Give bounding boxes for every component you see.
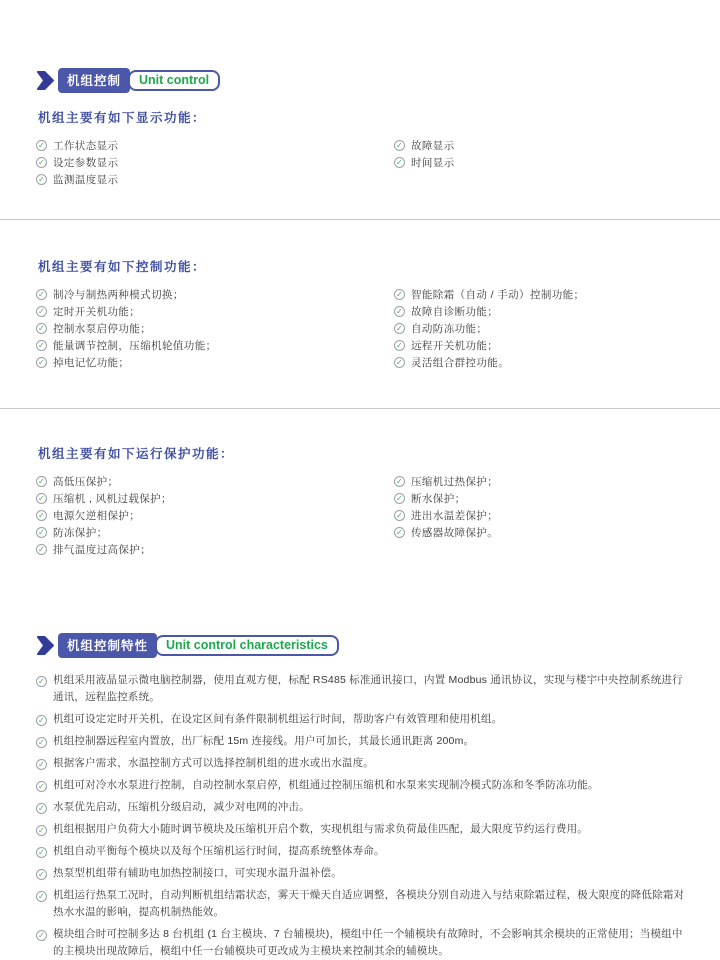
check-icon: [36, 930, 47, 941]
list-item: [36, 337, 394, 354]
paragraph-text: 热泵型机组带有辅助电加热控制接口，可实现水温升温补偿。: [53, 867, 342, 879]
item-label: 远程开关机功能；: [411, 340, 499, 352]
badge-title-en: Unit control: [128, 70, 220, 91]
bullet-paragraph: [36, 755, 686, 772]
section-badge-characteristics: [36, 635, 686, 656]
paragraph-text: 机组可设定定时开关机，在设定区间有条件限制机组运行时间，帮助客户有效管理和使用机组。: [53, 713, 503, 725]
item-label: 压缩机过热保护；: [411, 476, 499, 488]
list-item: [36, 286, 394, 303]
check-icon: [36, 289, 47, 300]
item-label: 电源欠逆相保护；: [53, 510, 141, 522]
item-label: 排气温度过高保护；: [53, 544, 152, 556]
item-label: 工作状态显示: [53, 140, 119, 152]
item-label: 高低压保护；: [53, 476, 119, 488]
list-item: [36, 541, 394, 558]
characteristics-list: [36, 672, 686, 960]
bullet-paragraph: [36, 777, 686, 794]
item-label: 监测温度显示: [53, 174, 119, 186]
check-icon: [36, 323, 47, 334]
check-icon: [36, 715, 47, 726]
list-item: [394, 320, 686, 337]
item-label: 灵活组合群控功能。: [411, 357, 510, 369]
item-label: 压缩机 , 风机过载保护；: [53, 493, 172, 505]
item-label: 防冻保护；: [53, 527, 108, 539]
item-label: 自动防冻功能；: [411, 323, 488, 335]
bullet-paragraph: [36, 799, 686, 816]
check-icon: [36, 825, 47, 836]
item-label: 能量调节控制，压缩机轮值功能；: [53, 340, 217, 352]
list-item: [36, 507, 394, 524]
check-icon: [36, 803, 47, 814]
bullet-paragraph: [36, 926, 686, 960]
list-item: [36, 137, 394, 154]
paragraph-text: 机组可对冷水水泵进行控制，自动控制水泵启停，机组通过控制压缩机和水泵来实现制冷模式防冻和冬季防冻功能。: [53, 779, 599, 791]
bullet-paragraph: [36, 672, 686, 706]
display-functions-heading: 机组主要有如下显示功能：: [38, 111, 207, 125]
check-icon: [36, 781, 47, 792]
item-label: 掉电记忆功能；: [53, 357, 130, 369]
display-functions-list: [36, 137, 686, 188]
check-icon: [36, 510, 47, 521]
list-item: [394, 507, 686, 524]
bullet-paragraph: [36, 843, 686, 860]
section-badge-unit-control: [36, 70, 686, 91]
list-item: [394, 154, 686, 171]
check-icon: [36, 869, 47, 880]
check-icon: [394, 510, 405, 521]
list-item: [36, 490, 394, 507]
list-item: [394, 473, 686, 490]
bullet-paragraph: [36, 711, 686, 728]
check-icon: [394, 140, 405, 151]
list-item: [394, 303, 686, 320]
list-item: [394, 286, 686, 303]
check-icon: [36, 306, 47, 317]
list-item: [36, 154, 394, 171]
check-icon: [36, 157, 47, 168]
bullet-paragraph: [36, 733, 686, 750]
divider: [0, 219, 720, 220]
check-icon: [36, 891, 47, 902]
check-icon: [36, 737, 47, 748]
bullet-paragraph: [36, 887, 686, 921]
paragraph-text: 根据客户需求，水温控制方式可以选择控制机组的进水或出水温度。: [53, 757, 374, 769]
paragraph-text: 机组控制器远程室内置放，出厂标配 15m 连接线。用户可加长，其最长通讯距离 200m。: [53, 735, 475, 747]
badge-title-zh: 机组控制特性: [58, 633, 157, 658]
check-icon: [36, 527, 47, 538]
check-icon: [394, 357, 405, 368]
check-icon: [394, 323, 405, 334]
item-label: 设定参数显示: [53, 157, 119, 169]
badge-arrow-icon: [36, 71, 55, 90]
item-label: 时间显示: [411, 157, 455, 169]
item-label: 进出水温差保护；: [411, 510, 499, 522]
list-item: [36, 303, 394, 320]
check-icon: [36, 174, 47, 185]
check-icon: [36, 476, 47, 487]
check-icon: [394, 157, 405, 168]
check-icon: [36, 544, 47, 555]
list-item: [394, 524, 686, 541]
check-icon: [36, 847, 47, 858]
list-item: [394, 137, 686, 154]
badge-title-zh: 机组控制: [58, 68, 130, 93]
list-item: [394, 354, 686, 371]
check-icon: [394, 306, 405, 317]
paragraph-text: 水泵优先启动，压缩机分级启动，减少对电网的冲击。: [53, 801, 310, 813]
paragraph-text: 机组采用液晶显示微电脑控制器，使用直观方便，标配 RS485 标准通讯接口，内置 Modbus 通讯协议，实现与楼宇中央控制系统进行通讯，远程监控系统。: [53, 674, 683, 703]
list-item: [36, 320, 394, 337]
paragraph-text: 机组运行热泵工况时，自动判断机组结霜状态，雾天干燥天自适应调整，各模块分别自动进入与结束除霜过程，极大限度的降低除霜对热水水温的影响，提高机制热能效。: [53, 889, 685, 918]
item-label: 断水保护；: [411, 493, 466, 505]
paragraph-text: 模块组合时可控制多达 8 台机组 (1 台主模块、7 台辅模块)，模组中任一个辅模块有故障时，不会影响其余模块的正常使用；当模组中的主模块出现故障后，模组中任一台辅模块可更改成为主模块来控制其余的辅模块。: [53, 928, 683, 957]
protection-functions-heading: 机组主要有如下运行保护功能：: [38, 447, 235, 461]
item-label: 传感器故障保护。: [411, 527, 499, 539]
check-icon: [36, 676, 47, 687]
list-item: [36, 473, 394, 490]
check-icon: [36, 340, 47, 351]
check-icon: [394, 476, 405, 487]
check-icon: [394, 289, 405, 300]
badge-title-en: Unit control characteristics: [155, 635, 339, 656]
paragraph-text: 机组自动平衡每个模块以及每个压缩机运行时间，提高系统整体寿命。: [53, 845, 385, 857]
check-icon: [36, 357, 47, 368]
item-label: 智能除霜（自动 / 手动）控制功能；: [411, 289, 585, 301]
list-item: [36, 354, 394, 371]
check-icon: [36, 493, 47, 504]
list-item: [394, 490, 686, 507]
badge-arrow-icon: [36, 636, 55, 655]
item-label: 定时开关机功能；: [53, 306, 141, 318]
control-functions-heading: 机组主要有如下控制功能：: [38, 260, 207, 274]
divider: [0, 408, 720, 409]
item-label: 故障自诊断功能；: [411, 306, 499, 318]
list-item: [36, 524, 394, 541]
item-label: 制冷与制热两种模式切换；: [53, 289, 184, 301]
list-item: [36, 171, 394, 188]
protection-functions-list: [36, 473, 686, 558]
check-icon: [36, 759, 47, 770]
list-item: [394, 337, 686, 354]
check-icon: [394, 493, 405, 504]
control-functions-list: [36, 286, 686, 371]
check-icon: [394, 527, 405, 538]
check-icon: [394, 340, 405, 351]
bullet-paragraph: [36, 821, 686, 838]
item-label: 控制水泵启停功能；: [53, 323, 152, 335]
item-label: 故障显示: [411, 140, 455, 152]
bullet-paragraph: [36, 865, 686, 882]
check-icon: [36, 140, 47, 151]
paragraph-text: 机组根据用户负荷大小随时调节模块及压缩机开启个数，实现机组与需求负荷最佳匹配，最大限度节约运行费用。: [53, 823, 588, 835]
